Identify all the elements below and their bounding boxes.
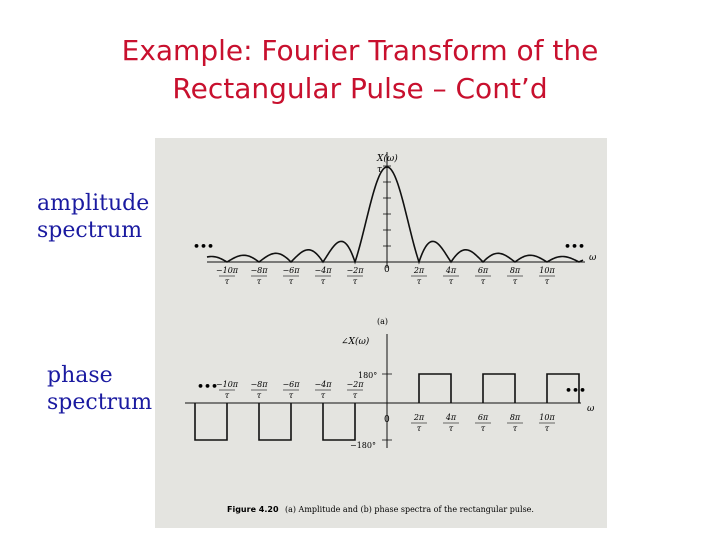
amplitude-tick-label-numerator: −4π [314, 266, 332, 275]
phase-tick-label [475, 413, 491, 433]
figure-caption-number: Figure 4.20 [227, 505, 279, 514]
amplitude-tick-label-numerator: 6π [477, 266, 489, 275]
phase-tick-label-denominator: τ [544, 424, 550, 433]
phase-tick-label-numerator: 10π [539, 413, 555, 422]
phase-tick-label-numerator: −10π [215, 380, 239, 389]
phase-positive-pulse [419, 374, 451, 403]
amplitude-tick-label [216, 266, 239, 286]
amplitude-axis-label: X(ω) [377, 154, 398, 164]
amplitude-tick-label-denominator: τ [352, 277, 358, 286]
phase-label-line-1: phase [47, 363, 113, 388]
amplitude-origin-label: 0 [384, 265, 390, 275]
amplitude-tick-label-denominator: τ [288, 277, 294, 286]
phase-negative-pulse [259, 403, 291, 440]
amplitude-tick-label-numerator: 4π [445, 266, 457, 275]
amplitude-tick-label-numerator: −2π [346, 266, 364, 275]
amplitude-label-line-2: spectrum [37, 218, 143, 243]
amplitude-tick-label-numerator: 10π [539, 266, 555, 275]
phase-tick-label-denominator: τ [416, 424, 422, 433]
amplitude-label-line-1: amplitude [37, 191, 150, 216]
amplitude-panel-tag: (a) [377, 317, 389, 326]
phase-tick-label [507, 413, 523, 433]
phase-tick-label [411, 413, 427, 433]
phase-tick-label [282, 380, 300, 400]
phase-tick-label [216, 380, 239, 400]
phase-tick-label-denominator: τ [512, 424, 518, 433]
phase-positive-pulse [483, 374, 515, 403]
phase-origin-label: 0 [384, 415, 390, 425]
textbook-figure [155, 138, 607, 528]
phase-tick-label [443, 413, 459, 433]
amplitude-tick-label [475, 266, 491, 286]
phase-tick-label [539, 413, 555, 433]
phase-tick-label-numerator: 8π [509, 413, 521, 422]
phase-tick-label-denominator: τ [224, 391, 230, 400]
amplitude-tick-label-denominator: τ [448, 277, 454, 286]
slide-title [0, 32, 720, 108]
phase-omega-label: ω [587, 404, 595, 414]
amplitude-tick-label-numerator: −8π [250, 266, 268, 275]
phase-tick-label-numerator: −8π [250, 380, 268, 389]
phase-top-label: 180° [358, 371, 378, 380]
phase-tick-label-numerator: 2π [413, 413, 425, 422]
amplitude-plot [207, 152, 585, 286]
figure-caption-text: (a) Amplitude and (b) phase spectra of the rectangular pulse. [285, 505, 534, 514]
phase-bottom-label: −180° [350, 441, 376, 450]
title-line-2: Rectangular Pulse – Cont’d [172, 72, 548, 105]
phase-tick-label-denominator: τ [352, 391, 358, 400]
phase-tick-label-numerator: −4π [314, 380, 332, 389]
phase-tick-label [314, 380, 332, 400]
phase-left-ellipsis: ••• [197, 380, 219, 393]
amplitude-spectrum-curve [207, 167, 586, 262]
amplitude-tick-label-denominator: τ [480, 277, 486, 286]
amplitude-tick-label [282, 266, 300, 286]
phase-tick-label-numerator: 6π [477, 413, 489, 422]
amplitude-tick-label-denominator: τ [320, 277, 326, 286]
amplitude-tick-label-denominator: τ [416, 277, 422, 286]
phase-tick-label-denominator: τ [448, 424, 454, 433]
amplitude-tick-label [250, 266, 268, 286]
amplitude-omega-label: ω [589, 253, 597, 263]
phase-tick-label-numerator: 4π [445, 413, 457, 422]
title-line-1: Example: Fourier Transform of the [121, 34, 599, 67]
amplitude-tick-label [507, 266, 523, 286]
amplitude-tick-label-denominator: τ [224, 277, 230, 286]
amplitude-tick-label [539, 266, 555, 286]
amplitude-right-ellipsis: ••• [564, 240, 586, 253]
amplitude-tick-label [314, 266, 332, 286]
phase-negative-pulse [323, 403, 355, 440]
spectrum-figure-svg [155, 138, 607, 528]
amplitude-spectrum-label [37, 190, 149, 244]
amplitude-tick-label [443, 266, 459, 286]
amplitude-tick-label [346, 266, 364, 286]
phase-negative-pulse [195, 403, 227, 440]
phase-axis-label: ∠X(ω) [341, 337, 370, 347]
amplitude-tick-label-denominator: τ [544, 277, 550, 286]
phase-label-line-2: spectrum [47, 390, 153, 415]
amplitude-tick-label-numerator: 2π [413, 266, 425, 275]
amplitude-tick-label-numerator: −6π [282, 266, 300, 275]
phase-tick-label-denominator: τ [320, 391, 326, 400]
phase-tick-label-denominator: τ [288, 391, 294, 400]
amplitude-tick-label-numerator: 8π [509, 266, 521, 275]
phase-spectrum-label [47, 362, 152, 416]
phase-tick-label [346, 380, 364, 400]
amplitude-tick-label-denominator: τ [512, 277, 518, 286]
amplitude-peak-label: τ [377, 165, 382, 175]
phase-plot [185, 334, 581, 448]
amplitude-left-ellipsis: ••• [193, 240, 215, 253]
amplitude-tick-label-numerator: −10π [215, 266, 239, 275]
phase-tick-label-denominator: τ [480, 424, 486, 433]
amplitude-tick-label [411, 266, 427, 286]
phase-tick-label [250, 380, 268, 400]
phase-tick-label-numerator: −2π [346, 380, 364, 389]
phase-tick-label-denominator: τ [256, 391, 262, 400]
amplitude-tick-label-denominator: τ [256, 277, 262, 286]
phase-right-ellipsis: ••• [565, 384, 587, 397]
phase-tick-label-numerator: −6π [282, 380, 300, 389]
